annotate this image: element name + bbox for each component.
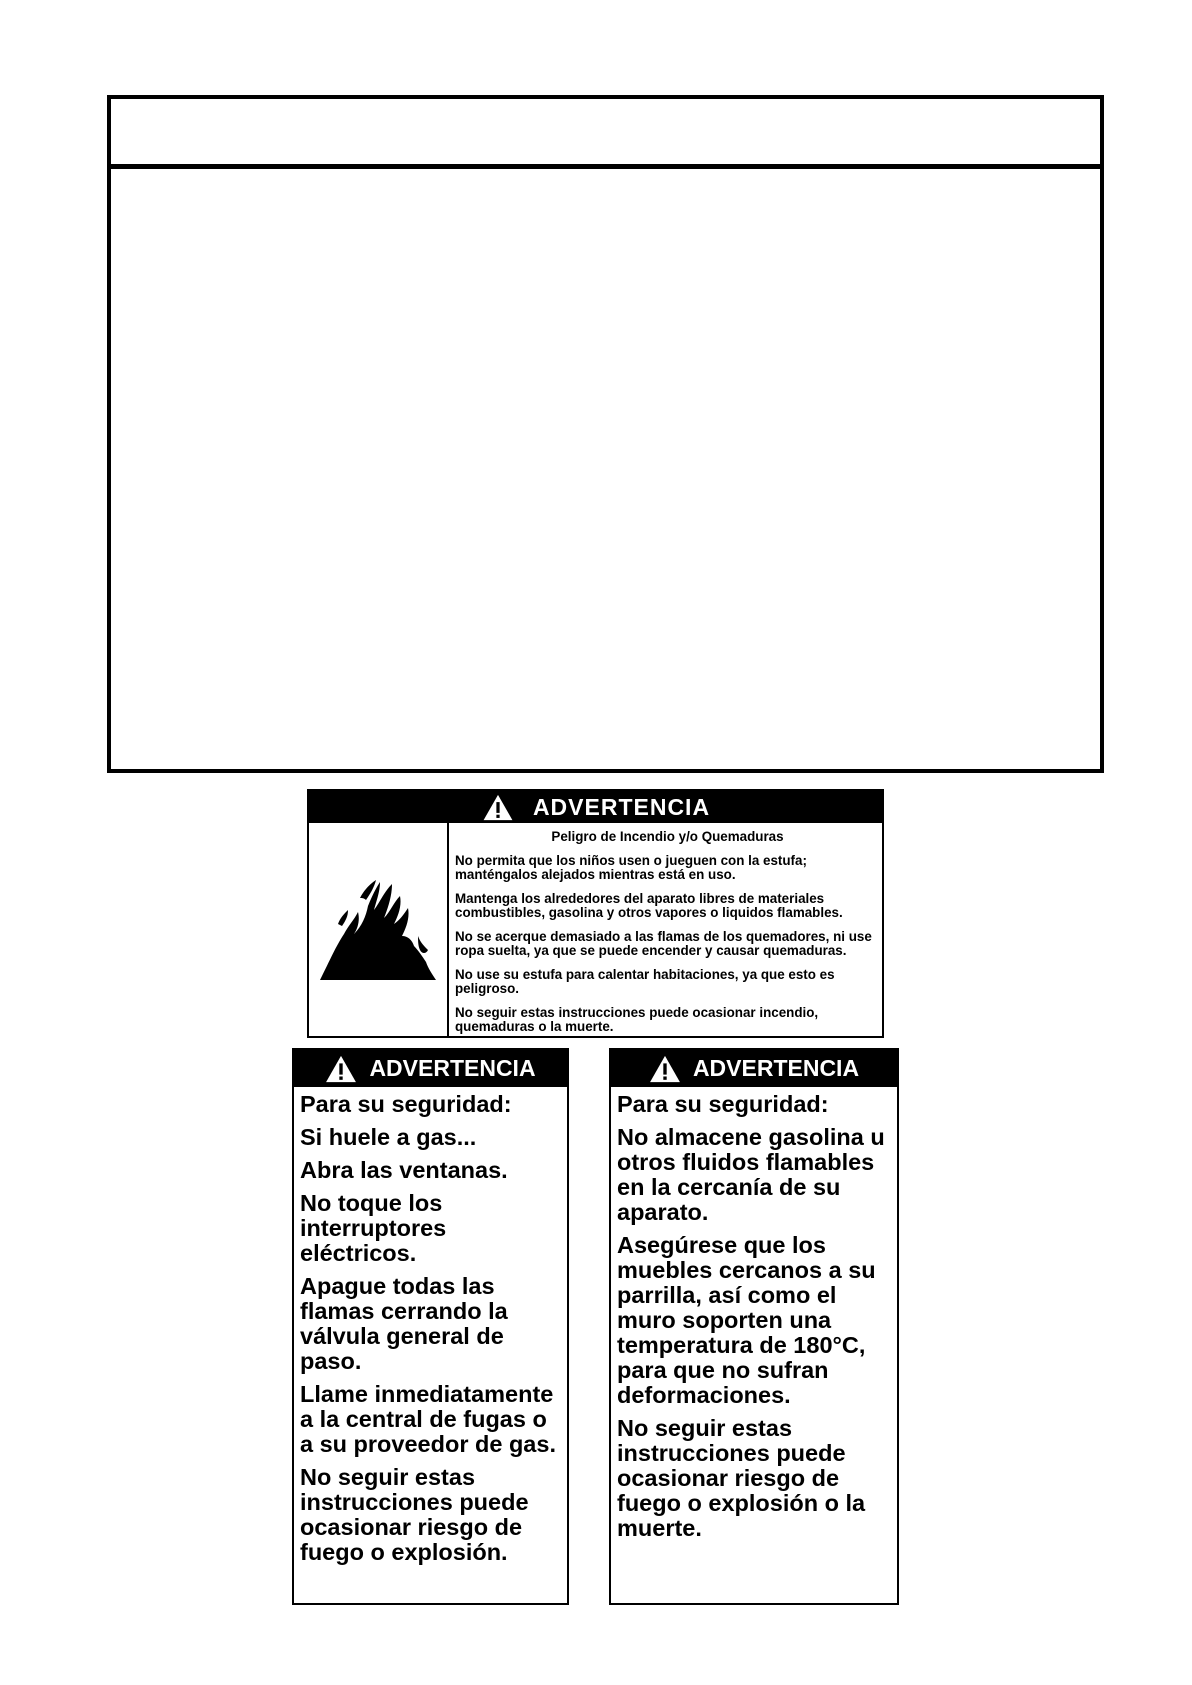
warning-triangle-icon: [481, 794, 515, 821]
gas-warning-paragraph: No seguir estas instrucciones puede ocasionar riesgo de fuego o explosión.: [300, 1464, 529, 1565]
gas-warning-paragraph: Si huele a gas...: [300, 1124, 477, 1150]
gas-warning-paragraph: Abra las ventanas.: [300, 1157, 508, 1183]
flammables-warning-paragraph: Para su seguridad:: [617, 1091, 829, 1117]
flammables-warning-header: [611, 1050, 897, 1087]
flammables-warning-paragraph: Asegúrese que los muebles cercanos a su parrilla, así como el muro soporten una temperatura de 180°C, para que no sufran deformaciones.: [617, 1232, 876, 1408]
flammables-warning-paragraph: No seguir estas instrucciones puede ocasionar riesgo de fuego o explosión o la muerte.: [617, 1415, 866, 1541]
box-header-band: [111, 99, 1100, 169]
fire-warning-paragraph: No se acerque demasiado a las flamas de los quemadores, ni use ropa suelta, ya que se puede encender y causar quemaduras.: [455, 928, 872, 958]
fire-warning-header: [309, 791, 882, 823]
warning-triangle-icon: [325, 1055, 357, 1083]
fire-warning-paragraph: Mantenga los alrededores del aparato libres de materiales combustibles, gasolina y otros vapores o liquidos flamables.: [455, 890, 843, 920]
fire-warning-paragraph: No permita que los niños usen o jueguen con la estufa; manténgalos alejados mientras está en uso.: [455, 852, 807, 882]
flammables-warning-paragraph: No almacene gasolina u otros fluidos flamables en la cercanía de su aparato.: [617, 1124, 885, 1225]
gas-warning-paragraph: Para su seguridad:: [300, 1091, 512, 1117]
flammables-warning-sign: [609, 1048, 899, 1605]
fire-warning-subtitle: Peligro de Incendio y/o Quemaduras: [551, 829, 784, 844]
gas-warning-paragraph: Llame inmediatamente a la central de fugas o a su proveedor de gas.: [300, 1381, 556, 1457]
fire-icon: [314, 876, 442, 984]
gas-warning-header: [294, 1050, 567, 1087]
fire-warning-text: [455, 829, 880, 1034]
fire-warning-paragraph: No use su estufa para calentar habitaciones, ya que esto es peligroso.: [455, 966, 835, 996]
fire-warning-title: ADVERTENCIA: [532, 793, 711, 820]
fire-warning-paragraph: No seguir estas instrucciones puede ocasionar incendio, quemaduras o la muerte.: [455, 1004, 819, 1034]
gas-warning-title: ADVERTENCIA: [369, 1055, 536, 1081]
gas-warning-paragraph: Apague todas las flamas cerrando la válvula general de paso.: [300, 1273, 508, 1374]
flammables-warning-title: ADVERTENCIA: [692, 1055, 860, 1081]
fire-pictogram: [309, 823, 449, 1036]
gas-warning-body: [300, 1092, 565, 1573]
empty-bordered-box: [107, 95, 1104, 773]
fire-warning-label: [307, 789, 884, 1038]
gas-smell-warning-sign: [292, 1048, 569, 1605]
flammables-warning-body: [617, 1092, 895, 1549]
warning-triangle-icon: [649, 1055, 681, 1083]
gas-warning-paragraph: No toque los interruptores eléctricos.: [300, 1190, 447, 1266]
